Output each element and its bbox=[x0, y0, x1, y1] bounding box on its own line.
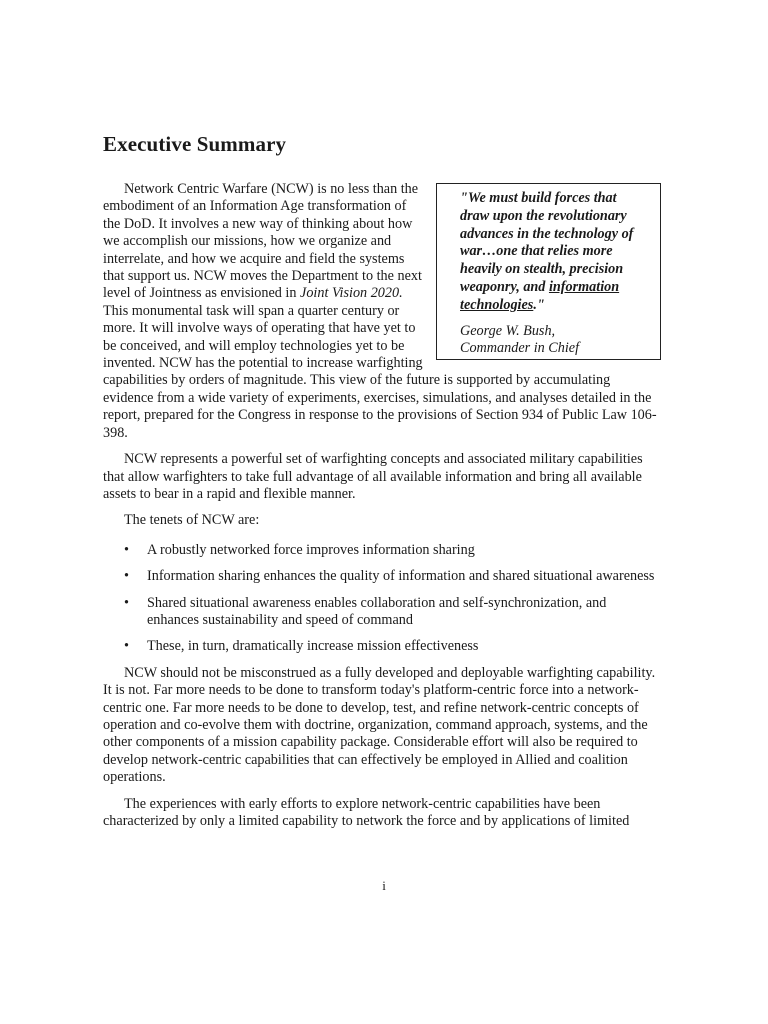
capabilities-paragraph: NCW represents a powerful set of warfighting concepts and associated military capabilities that allow warfighters to take full advantage of all available information and bring all available assets to bear in a rapid and flexible manner. bbox=[103, 451, 643, 502]
list-item bbox=[103, 638, 661, 655]
list-item bbox=[103, 595, 661, 630]
list-item bbox=[103, 542, 661, 559]
quote-text bbox=[460, 190, 648, 315]
quote-text-start: "We must build forces that draw upon the revolutionary advances in the technology of war…one that relies more heavily on stealth, precision weaponry, and bbox=[460, 190, 634, 295]
quote-author-title: Commander in Chief bbox=[460, 340, 580, 357]
bullet-icon: • bbox=[124, 568, 129, 585]
joint-vision-reference: Joint Vision 2020. bbox=[300, 285, 403, 302]
intro-text-start: Network Centric Warfare (NCW) is no less than the embodiment of an Information Age transformation of the DoD. It involves a new way of thinking about how we accomplish our missions, how we organize and interrelate, and how we acquire and field the systems that support us. NCW moves the Department to the next level of Jointness as envisioned in bbox=[103, 181, 422, 302]
quote-attribution bbox=[460, 323, 648, 359]
quote-underlined-phrase: information technologies bbox=[460, 278, 620, 313]
tenet-text: A robustly networked force improves information sharing bbox=[147, 541, 475, 558]
quote-author: George W. Bush, bbox=[460, 322, 556, 339]
quote-box bbox=[436, 183, 661, 360]
bullet-icon: • bbox=[124, 638, 129, 655]
tenets-intro: The tenets of NCW are: bbox=[124, 512, 260, 529]
bullet-icon: • bbox=[124, 594, 129, 611]
quote-text-end: ." bbox=[533, 296, 545, 313]
tenet-text: These, in turn, dramatically increase mission effectiveness bbox=[147, 638, 479, 655]
tenets-list bbox=[103, 542, 661, 656]
body-text bbox=[103, 181, 661, 839]
tenet-text: Information sharing enhances the quality of information and shared situational awareness bbox=[147, 568, 655, 585]
bullet-icon: • bbox=[124, 541, 129, 558]
misconstrued-paragraph: NCW should not be misconstrued as a fully developed and deployable warfighting capability. It is not. Far more needs to be done to transform today's platform-centric force into a network-centric one. Far more needs to be done to develop, test, and refine network-centric concepts of operation and co-evolve them with doctrine, organization, command approach, systems, and the other components of a mission capability package. Considerable effort will also be required to develop network-centric capabilities that can effectively be employed in Allied and coalition operations. bbox=[103, 664, 656, 786]
experiences-paragraph: The experiences with early efforts to explore network-centric capabilities have been characterized by only a limited capability to network the force and by applications of limited bbox=[103, 795, 630, 829]
tenet-text: Shared situational awareness enables collaboration and self-synchronization, and enhances sustainability and speed of command bbox=[147, 594, 607, 628]
page-number: i bbox=[382, 878, 386, 893]
intro-text-end: This monumental task will span a quarter century or more. It will involve ways of operating that have yet to be conceived, and will employ technologies yet to be invented. NCW has the potential to increase warfighting capabilities by orders of magnitude. This view of the future is supported by accumulating evidence from a wide variety of experiments, exercises, simulations, and analyses detailed in the report, prepared for the Congress in response to the provisions of Section 934 of Public Law 106-398. bbox=[103, 302, 657, 441]
page-title: Executive Summary bbox=[103, 132, 287, 156]
list-item bbox=[103, 568, 661, 585]
